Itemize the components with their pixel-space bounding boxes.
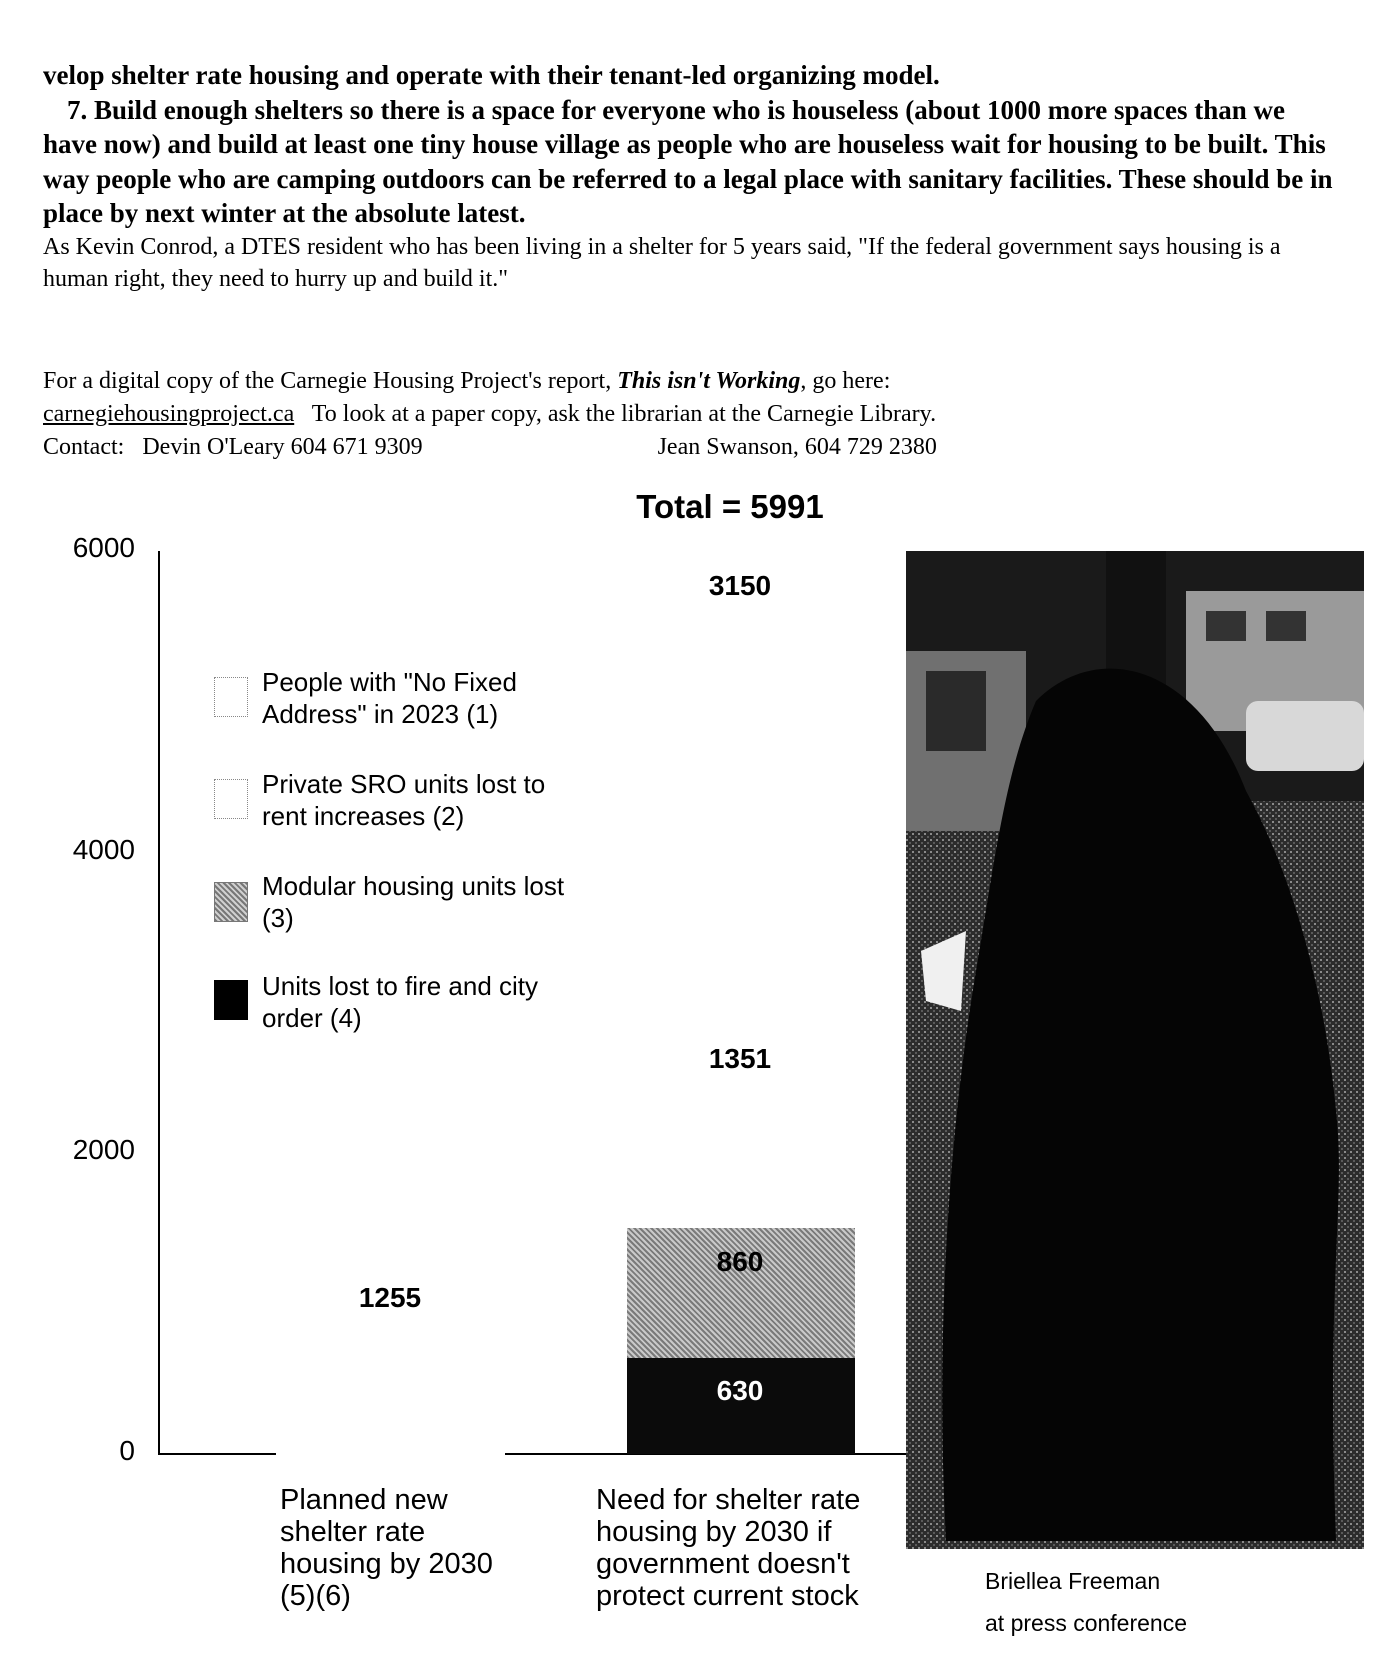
report-link[interactable]: carnegiehousingproject.ca	[43, 401, 295, 427]
legend-swatch-no-fixed-address	[214, 677, 248, 717]
value-label-modular: 860	[716, 1246, 764, 1277]
chart-title: Total = 5991	[636, 488, 824, 525]
category-label-need: Need for shelter rate housing by 2030 if government doesn't protect current stock	[596, 1484, 861, 1612]
legend-label: Private SRO units lost to rent increases (2)	[262, 769, 546, 831]
contact-label: Contact:	[43, 434, 125, 460]
y-tick-label: 4000	[72, 834, 135, 865]
press-conference-photo	[906, 551, 1364, 1549]
resource-text: For a digital copy of the Carnegie Housing Project's report,	[43, 368, 612, 394]
value-label-no-fixed-address: 3150	[708, 570, 772, 601]
quote-paragraph: As Kevin Conrod, a DTES resident who has been living in a shelter for 5 years said, "If the federal government says housing is a human right, they need to hurry up and build it."	[43, 233, 1281, 292]
library-text: To look at a paper copy, ask the librarian at the Carnegie Library.	[311, 401, 937, 427]
value-label-fire: 630	[716, 1375, 764, 1406]
legend-swatch-sro	[214, 779, 248, 819]
legend-label: People with "No Fixed Address" in 2023 (1)	[262, 667, 517, 729]
report-title: This isn't Working	[617, 368, 801, 394]
photo-caption	[985, 1560, 1187, 1644]
value-label-planned: 1255	[358, 1282, 422, 1313]
caption-event: at press conference	[985, 1610, 1188, 1636]
legend-label: Units lost to fire and city order (4)	[262, 971, 538, 1033]
resource-text: , go here:	[800, 368, 891, 394]
resource-line-2	[43, 398, 1343, 431]
resource-line-1	[43, 365, 1343, 398]
y-tick-label: 2000	[72, 1134, 135, 1165]
contact-line	[43, 431, 1343, 464]
y-tick-label: 0	[119, 1435, 135, 1466]
contact-devin: Devin O'Leary 604 671 9309	[142, 434, 423, 460]
caption-name: Briellea Freeman	[985, 1568, 1161, 1594]
legend-label: Modular housing units lost (3)	[262, 871, 565, 933]
resource-info	[43, 365, 1343, 464]
contact-jean: Jean Swanson, 604 729 2380	[657, 434, 937, 460]
paragraph-fragment: velop shelter rate housing and operate with their tenant-led organizing model.	[43, 60, 940, 90]
category-label-planned: Planned new shelter rate housing by 2030 (5)(6)	[280, 1484, 493, 1612]
article-body	[43, 58, 1343, 295]
y-axis	[158, 551, 160, 1455]
x-axis-segment	[158, 1453, 276, 1455]
y-tick-label: 6000	[72, 532, 135, 563]
legend-swatch-modular	[214, 882, 248, 922]
legend-swatch-fire	[214, 980, 248, 1020]
paragraph-point-7: 7. Build enough shelters so there is a space for everyone who is houseless (about 1000 more spaces than we have now) and build at least one tiny house village as people who are houseless wait for housing to be built. This way people who are camping outdoors can be referred to a legal place with sanitary facilities. These should be in place by next winter at the absolute latest.	[43, 94, 1333, 228]
value-label-sro: 1351	[708, 1043, 772, 1074]
